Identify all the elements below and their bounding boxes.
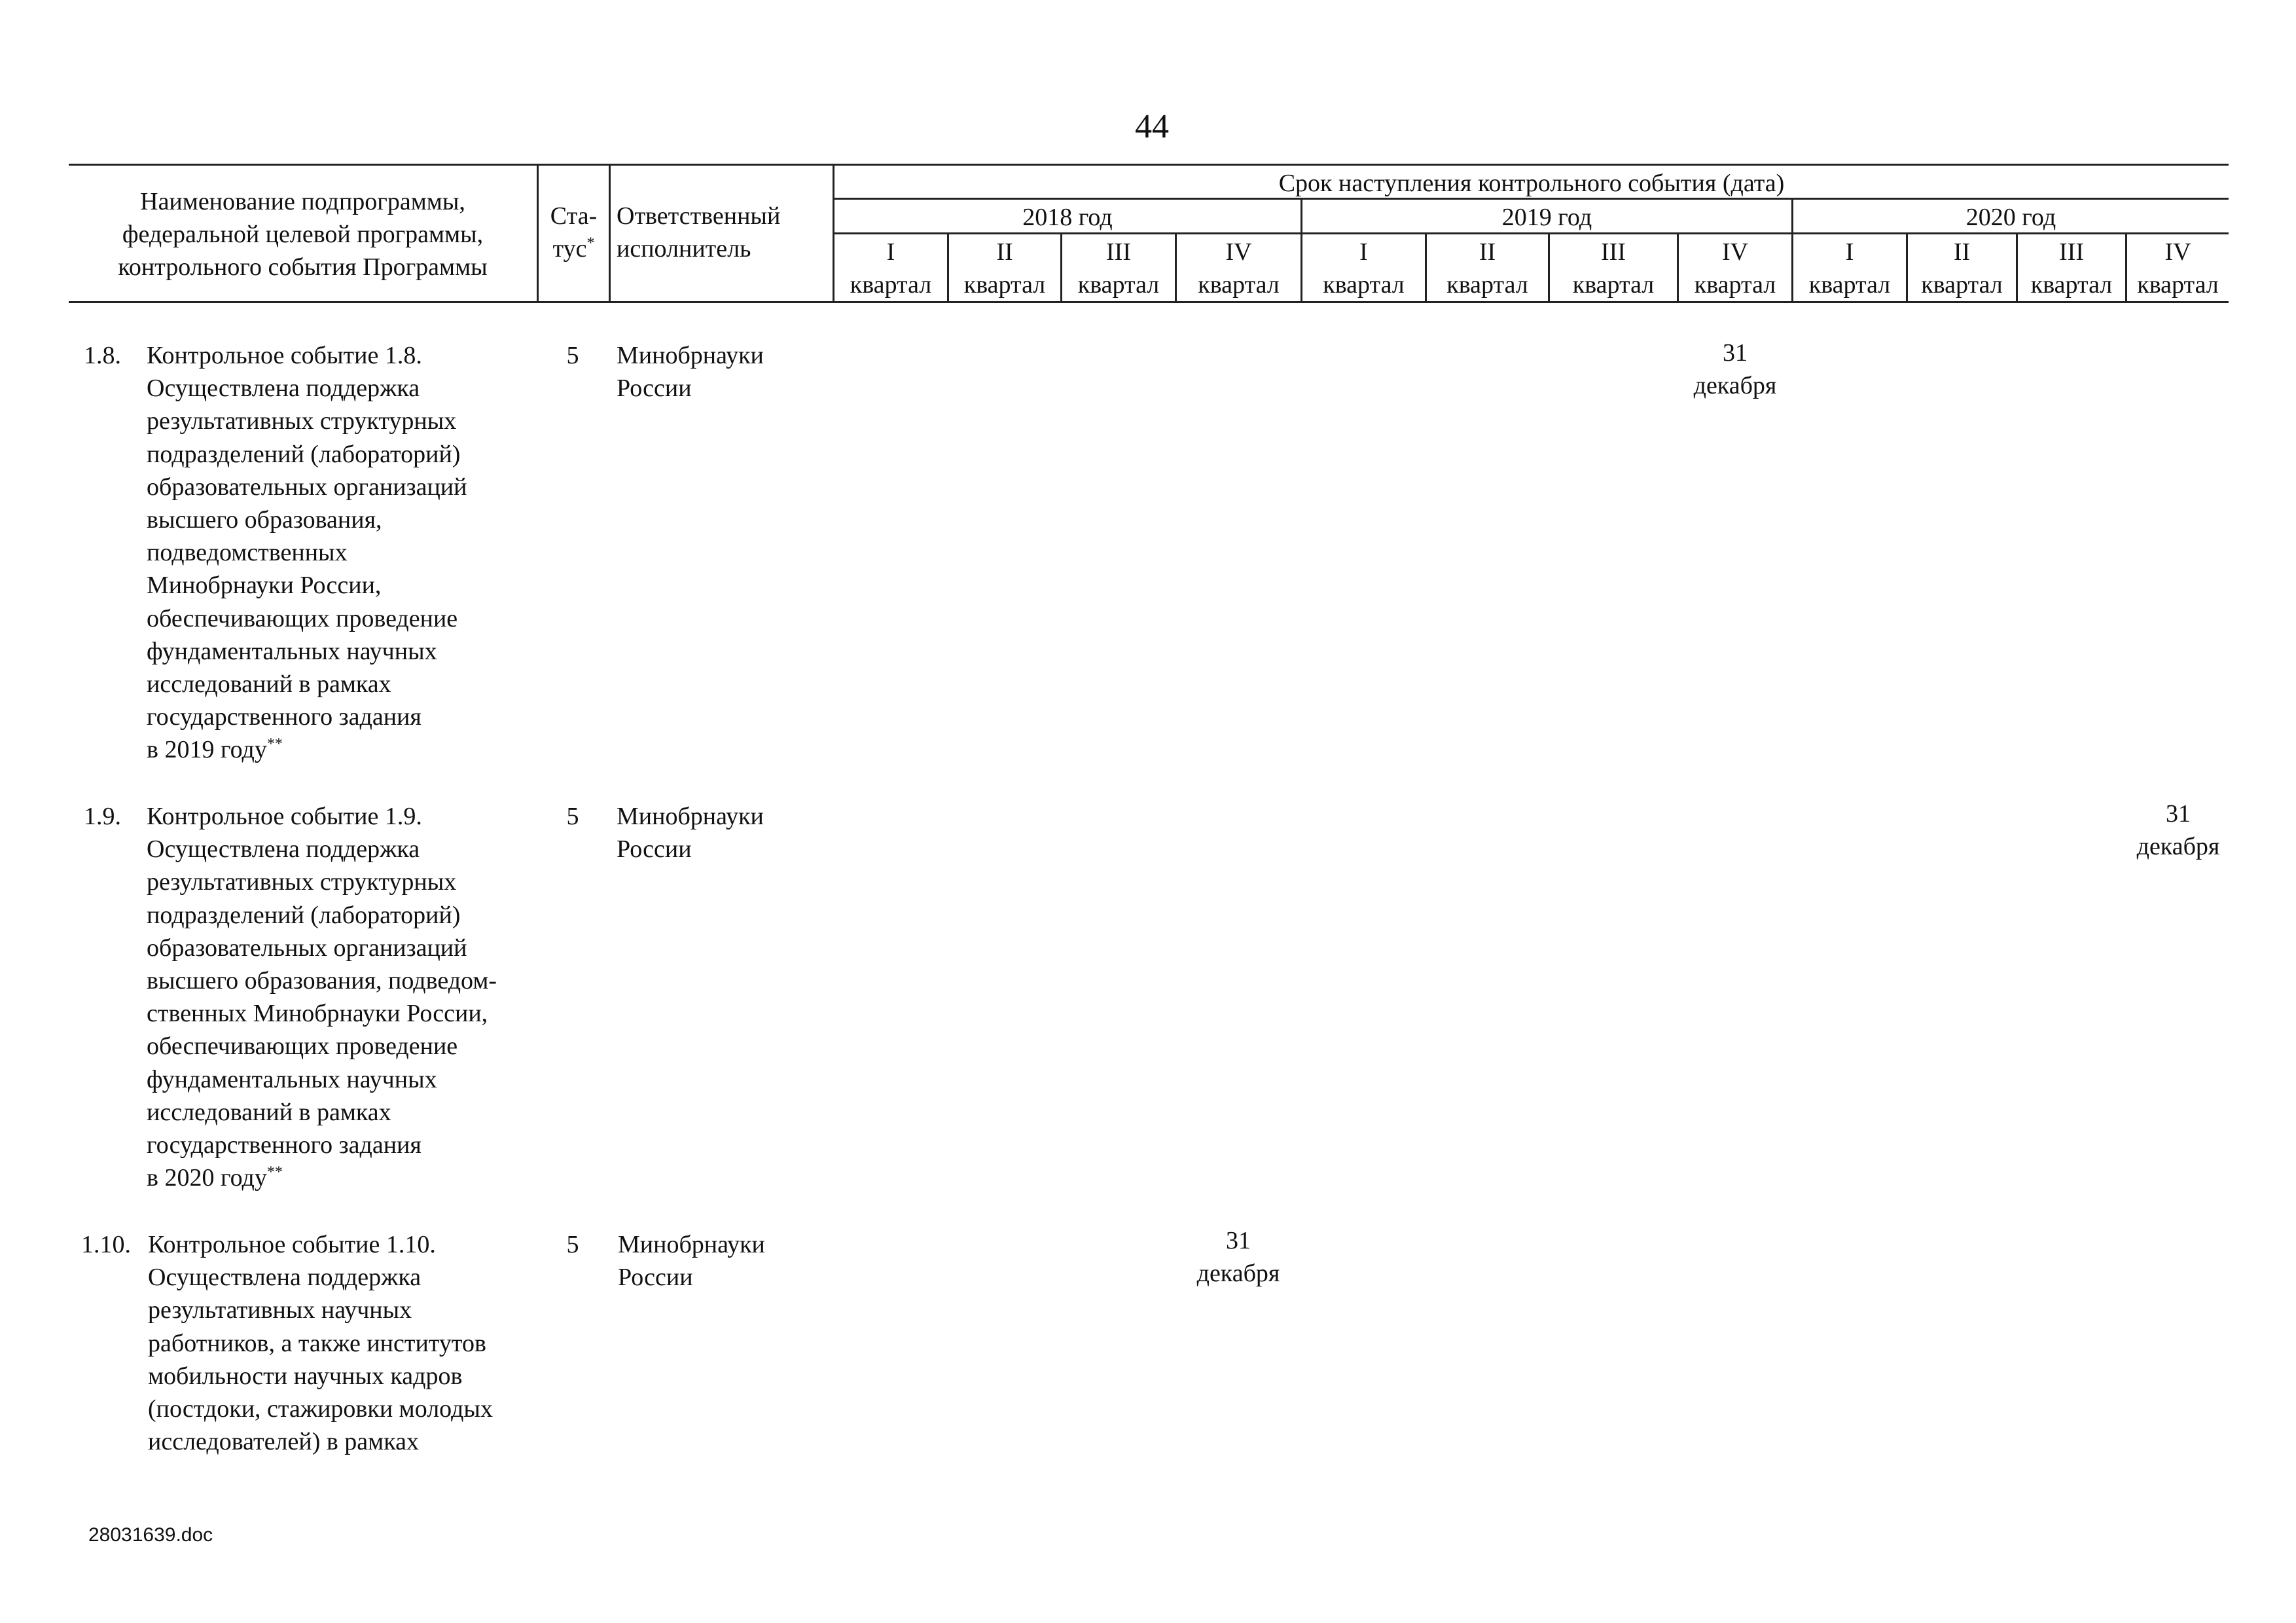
row-number: 1.10. — [81, 1231, 131, 1258]
page-number: 44 — [1135, 108, 1169, 145]
row-title — [148, 1228, 541, 1458]
row-responsible: Минобрнауки России — [617, 803, 764, 863]
header-responsible-column: Ответственный исполнитель — [617, 202, 781, 263]
row-title — [147, 800, 539, 1194]
document-filename: 28031639.doc — [88, 1524, 213, 1546]
header-deadline-title: Срок наступления контрольного события (дата) — [1278, 170, 1785, 197]
row-deadline-date — [1670, 337, 1801, 402]
header-bottom-rule — [69, 301, 2229, 303]
quarter-word: квартал — [1808, 271, 1891, 299]
row-number: 1.8. — [84, 342, 121, 369]
row-title-text: Контрольное событие 1.9. Осуществлена поддержка результативных структурных подразделений (лабораторий) образовательных организаций высшего образования, подведом- ственных Минобрнауки России, обеспечивающих проведение фундаментальных научных исследований в рамках государственного задания в 2020 году — [147, 803, 497, 1192]
date-month: декабря — [1693, 372, 1777, 399]
date-month: декабря — [2136, 833, 2220, 860]
quarter-numeral: I — [1845, 238, 1854, 266]
header-status-mark: * — [586, 234, 595, 252]
quarter-word: квартал — [1077, 271, 1160, 299]
quarter-numeral: II — [1479, 238, 1496, 266]
quarter-word: квартал — [2030, 271, 2113, 299]
quarter-numeral: I — [886, 238, 895, 266]
quarter-word: квартал — [1198, 271, 1280, 299]
header-year-2018: 2018 год — [1022, 204, 1113, 231]
row-status: 5 — [566, 803, 579, 830]
quarter-numeral: IV — [1721, 238, 1749, 266]
row-title-mark: ** — [266, 735, 283, 753]
row-title-text: Контрольное событие 1.8. Осуществлена поддержка результативных структурных подразделений (лабораторий) образовательных организаций высшего образования, подведомственных Минобрнауки России, обеспечивающих проведение фундаментальных научных исследований в рамках государственного задания в 2019 году — [147, 342, 467, 764]
quarter-numeral: IV — [2164, 238, 2191, 266]
row-title — [147, 339, 539, 767]
quarter-word: квартал — [1446, 271, 1528, 299]
quarter-word: квартал — [1572, 271, 1655, 299]
date-month: декабря — [1196, 1260, 1280, 1287]
divider-status-responsible — [609, 164, 611, 301]
row-responsible: Минобрнауки России — [618, 1231, 765, 1291]
header-status-label: Ста- тус — [550, 202, 598, 263]
quarter-numeral: I — [1359, 238, 1368, 266]
row-responsible: Минобрнауки России — [617, 342, 764, 402]
quarter-numeral: III — [2059, 238, 2084, 266]
quarter-word: квартал — [1694, 271, 1776, 299]
quarter-word: квартал — [1323, 271, 1405, 299]
quarter-word: квартал — [963, 271, 1046, 299]
header-year-2020: 2020 год — [1965, 204, 2056, 231]
header-status-column — [539, 200, 609, 265]
quarter-numeral: IV — [1225, 238, 1252, 266]
row-deadline-date — [1173, 1224, 1304, 1290]
quarter-numeral: II — [996, 238, 1013, 266]
header-top-rule — [69, 164, 2229, 166]
quarter-numeral: III — [1106, 238, 1131, 266]
row-deadline-date — [2113, 797, 2244, 863]
quarter-word: квартал — [1921, 271, 2003, 299]
header-name-column: Наименование подпрограммы, федеральной целевой программы, контрольного события Программы — [118, 188, 488, 281]
row-number: 1.9. — [84, 803, 121, 830]
row-title-text: Контрольное событие 1.10. Осуществлена поддержка результативных научных работников, а также институтов мобильности научных кадров (постдоки, стажировки молодых исследователей) в рамках — [148, 1231, 493, 1456]
row-status: 5 — [566, 342, 579, 369]
quarter-numeral: III — [1601, 238, 1626, 266]
row-title-mark: ** — [266, 1163, 283, 1181]
quarter-word: квартал — [2137, 271, 2219, 299]
date-day: 31 — [1226, 1227, 1251, 1254]
row-status: 5 — [566, 1231, 579, 1258]
date-day: 31 — [2166, 800, 2191, 828]
quarter-numeral: II — [1953, 238, 1971, 266]
quarter-word: квартал — [850, 271, 932, 299]
date-day: 31 — [1723, 339, 1748, 367]
header-year-2019: 2019 год — [1501, 204, 1592, 231]
